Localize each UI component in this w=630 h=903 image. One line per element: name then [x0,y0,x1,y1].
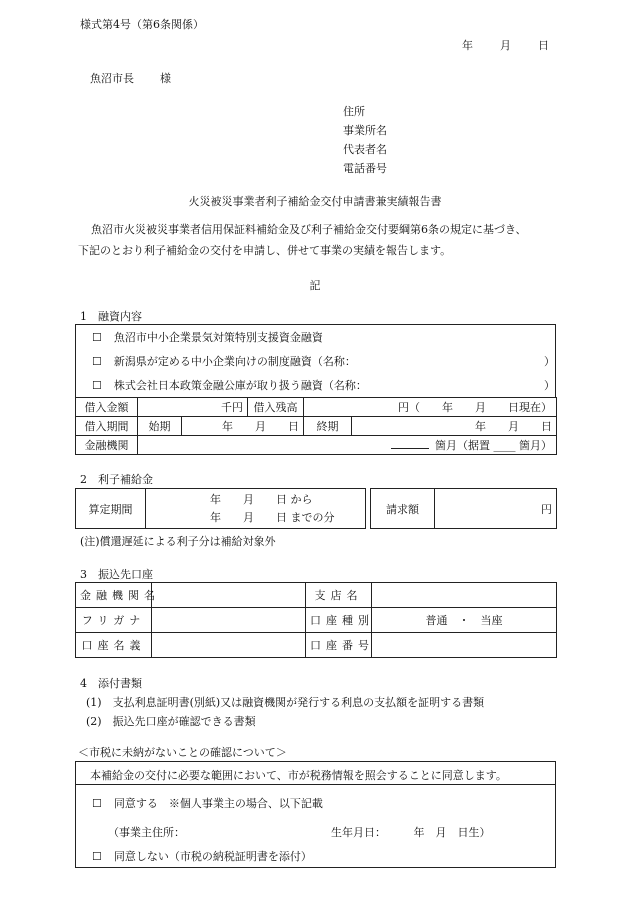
disagree-option[interactable] [92,848,312,864]
applicant-phone-label: 電話番号 [343,162,387,175]
branch-label: 支店名 [306,583,372,608]
honorific: 様 [160,72,171,85]
tax-consent-statement-box [75,761,556,785]
loan-detail-table [75,397,557,455]
furigana-field[interactable] [152,608,306,633]
calc-period-label: 算定期間 [76,489,146,529]
institution-label: 金融機関 [76,436,138,455]
months-blank[interactable] [391,448,429,449]
claim-table [370,488,557,529]
section3-heading: 3 振込先口座 [80,568,153,581]
document-title: 火災被災事業者利子補給金交付申請書兼実績報告書 [188,195,442,208]
interest-note: (注)償還遅延による利子分は補給対象外 [80,535,276,548]
loan-type-box [75,324,556,398]
months-text: 箇月（据置 ____ 箇月） [435,439,553,452]
branch-field[interactable] [372,583,557,608]
checkbox-icon[interactable]: ☐ [92,355,102,368]
start-date-ymd: 年 月 日 [222,420,300,433]
bank-name-label: 金融機関名 [76,583,152,608]
intro-line-1: 魚沼市火災被災事業者信用保証料補給金及び利子補給金交付要綱第6条の規定に基づき、 [91,223,527,236]
calc-to: 年 月 日 までの分 [210,510,335,524]
section4-heading: 4 添付書類 [80,677,142,690]
calc-period-field[interactable] [146,489,366,529]
claim-label: 請求額 [371,489,435,529]
attachment-2: (2) 振込先口座が確認できる書類 [86,715,256,728]
date-year: 年 [462,39,473,52]
end-label: 終期 [304,417,352,436]
claim-yen: 円 [541,502,552,516]
calc-from: 年 月 日 から [210,492,313,506]
bank-account-table [75,582,557,658]
claim-amount-field[interactable] [435,489,557,529]
checkbox-icon[interactable]: ☐ [92,797,102,810]
balance-suffix: 円（ 年 月 日現在） [398,401,553,414]
loan-option-3[interactable] [92,377,367,393]
loan-option-1[interactable] [92,329,323,345]
end-date-field[interactable] [352,417,557,436]
start-date-field[interactable] [182,417,304,436]
date-month: 月 [500,39,511,52]
intro-line-2: 下記のとおり利子補給金の交付を申請し、併せて事業の実績を報告します。 [78,244,452,257]
agree-option[interactable] [92,795,323,811]
account-number-label: 口座番号 [306,633,372,658]
loan-option-2[interactable] [92,353,356,369]
period-label: 借入期間 [76,417,138,436]
calc-period-table [75,488,366,529]
holder-label: 口座名義 [76,633,152,658]
owner-address-field[interactable]: （事業主住所： [108,826,185,839]
disagree-label: 同意しない（市税の納税証明書を添付） [113,850,312,863]
applicant-representative-label: 代表者名 [343,143,387,156]
agree-label: 同意する ※個人事業主の場合、以下記載 [113,797,323,810]
balance-field[interactable] [304,398,557,417]
birthdate-field[interactable]: 生年月日： 年 月 日生） [331,826,491,839]
loan-option-1-label: 魚沼市中小企業景気対策特別支援資金融資 [113,331,323,344]
loan-amount-field[interactable] [138,398,248,417]
section1-heading: 1 融資内容 [80,310,142,323]
account-number-field[interactable] [372,633,557,658]
loan-amount-label: 借入金額 [76,398,138,417]
loan-option-2-label: 新潟県が定める中小企業向けの制度融資（名称： [113,355,356,368]
furigana-label: フリガナ [76,608,152,633]
start-label: 始期 [138,417,182,436]
loan-option-2-close: ） [544,355,555,368]
account-type-field[interactable]: 普通 ・ 当座 [372,608,557,633]
date-day: 日 [538,39,549,52]
end-date-ymd: 年 月 日 [475,420,553,433]
loan-option-3-label: 株式会社日本政策金融公庫が取り扱う融資（名称： [113,379,367,392]
ki-heading: 記 [309,279,321,292]
tax-heading: ＜市税に未納がないことの確認について＞ [78,746,287,759]
thousand-yen-unit: 千円 [221,401,244,414]
checkbox-icon[interactable]: ☐ [92,379,102,392]
balance-label: 借入残高 [248,398,304,417]
section2-heading: 2 利子補給金 [80,473,153,486]
bank-name-field[interactable] [152,583,306,608]
applicant-address-label: 住所 [343,105,365,118]
tax-consent-text: 本補給金の交付に必要な範囲において、市が税務情報を照会することに同意します。 [90,769,507,782]
loan-option-3-close: ） [544,379,555,392]
tax-consent-options-box [75,784,556,868]
checkbox-icon[interactable]: ☐ [92,331,102,344]
applicant-business-label: 事業所名 [343,124,387,137]
addressee: 魚沼市長 [90,72,134,85]
account-type-label: 口座種別 [306,608,372,633]
institution-field[interactable] [138,436,557,455]
holder-field[interactable] [152,633,306,658]
checkbox-icon[interactable]: ☐ [92,850,102,863]
attachment-1: (1) 支払利息証明書(別紙)又は融資機関が発行する利息の支払額を証明する書類 [86,696,485,709]
form-number: 様式第4号（第6条関係） [80,18,204,31]
